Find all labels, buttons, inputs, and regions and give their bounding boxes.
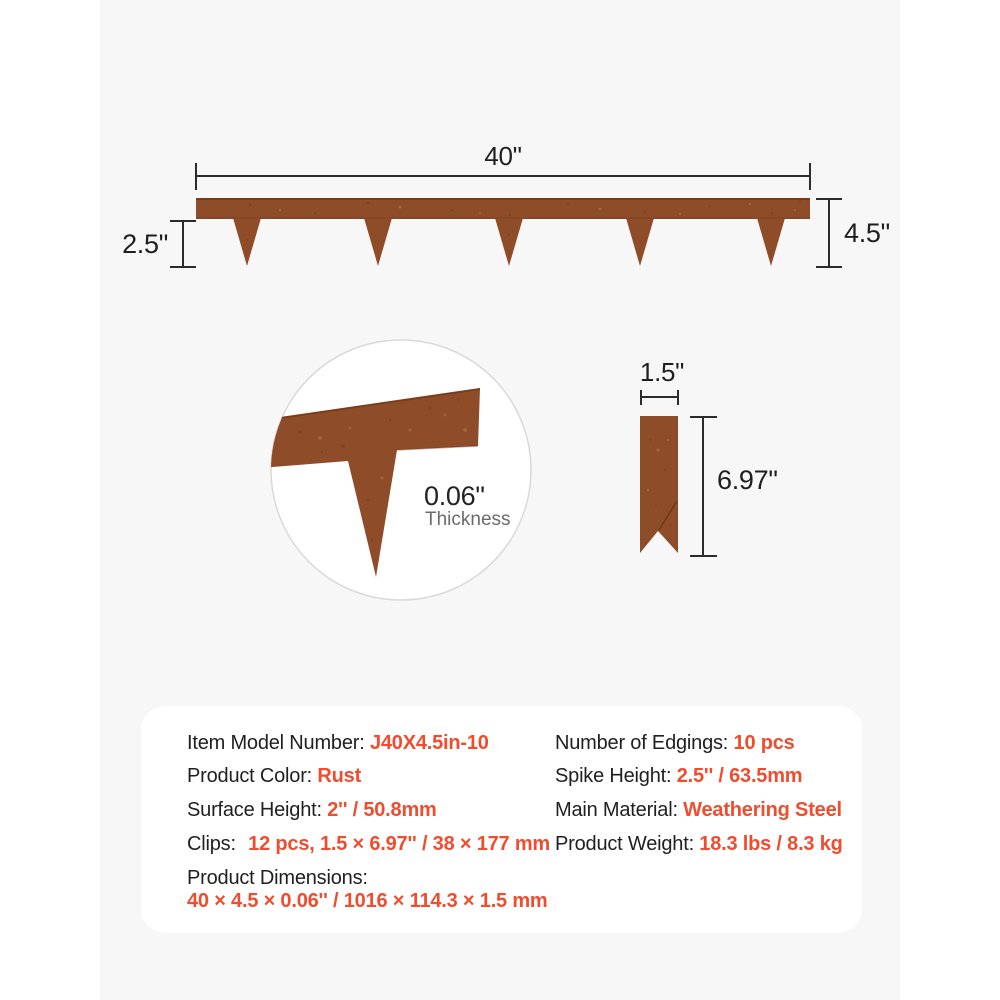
width-dimension-label: 40" [484, 141, 522, 171]
spec-value: Weathering Steel [683, 799, 842, 821]
spec-value: 40 × 4.5 × 0.06'' / 1016 × 114.3 × 1.5 mm [187, 890, 548, 912]
spec-clips [187, 832, 550, 856]
spec-number-of-edgings [555, 731, 795, 755]
spec-value: 2.5'' / 63.5mm [676, 765, 803, 787]
spec-card [141, 706, 862, 933]
clip-height-dimension-line [690, 417, 717, 556]
spec-product-color [187, 764, 361, 788]
spec-label: Item Model Number: [187, 732, 365, 754]
edging-bar-shape [196, 198, 810, 266]
spec-value: 18.3 lbs / 8.3 kg [699, 833, 843, 855]
spec-value: 10 pcs [733, 732, 795, 754]
spec-label: Product Weight: [555, 833, 694, 855]
thickness-caption-label: Thickness [425, 509, 511, 530]
spec-label: Clips: [187, 833, 236, 855]
spec-spike-height [555, 764, 802, 788]
spec-value: 2'' / 50.8mm [327, 799, 437, 821]
spec-label: Number of Edgings: [555, 732, 729, 754]
overall-height-dimension-line [816, 199, 842, 267]
spec-label: Product Dimensions: [187, 867, 368, 889]
spec-product-dimensions-value [187, 889, 548, 913]
spec-value: 12 pcs, 1.5 × 6.97'' / 38 × 177 mm [248, 833, 550, 855]
thickness-value-label: 0.06" [424, 481, 485, 511]
product-diagram-panel [100, 0, 900, 1000]
spec-surface-height [187, 798, 437, 822]
thickness-detail-circle [260, 340, 531, 600]
spec-label: Product Color: [187, 765, 313, 787]
spike-height-dimension-line [170, 221, 196, 267]
clip-shape [640, 416, 678, 553]
spec-item-model-number [187, 731, 489, 755]
spec-value: J40X4.5in-10 [369, 732, 489, 754]
spec-value: Rust [317, 765, 362, 787]
clip-height-dimension-label: 6.97" [717, 465, 778, 495]
spec-product-dimensions-label [187, 866, 368, 890]
clip-width-dimension-line [641, 390, 678, 405]
spec-label: Surface Height: [187, 799, 322, 821]
spec-label: Spike Height: [555, 765, 672, 787]
spec-label: Main Material: [555, 799, 678, 821]
spec-product-weight [555, 832, 843, 856]
overall-height-dimension-label: 4.5" [844, 218, 890, 248]
clip-width-dimension-label: 1.5" [639, 357, 685, 387]
spike-height-dimension-label: 2.5" [122, 229, 168, 259]
spec-main-material [555, 798, 842, 822]
